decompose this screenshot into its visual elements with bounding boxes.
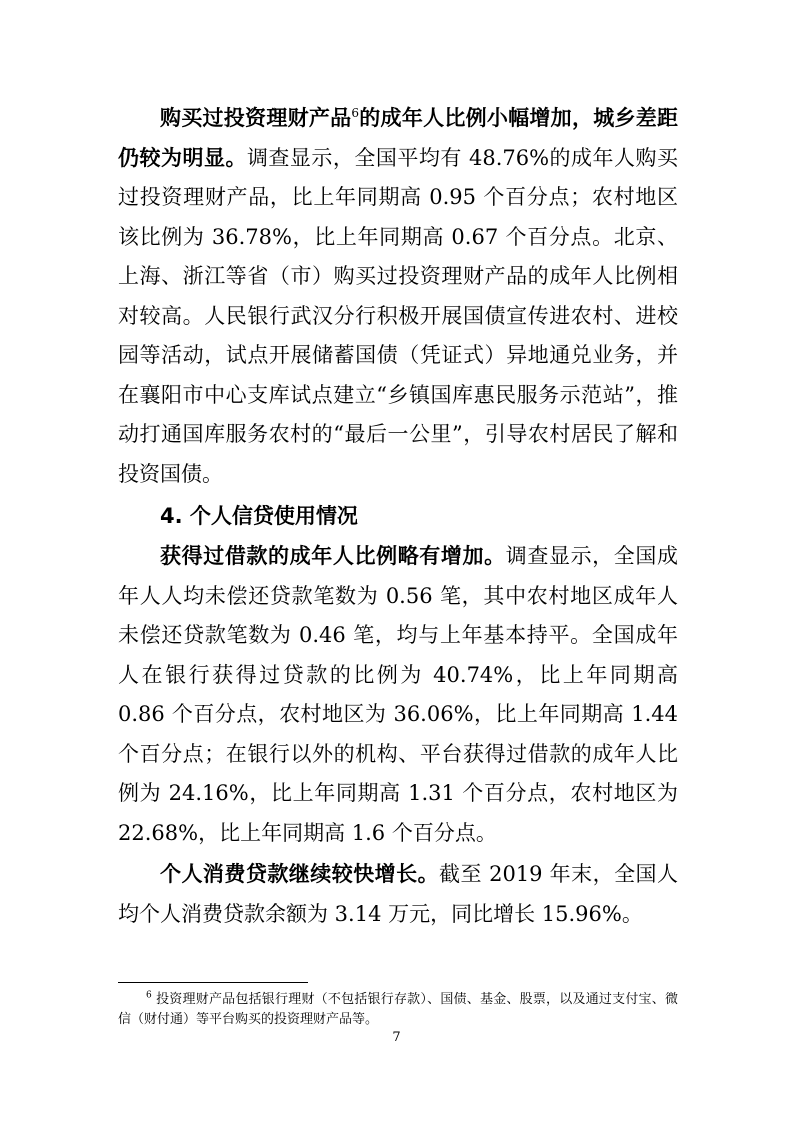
footnote-divider	[118, 982, 308, 983]
paragraph-lead-borrowing: 获得过借款的成年人比例略有增加。	[160, 544, 506, 568]
paragraph-body-consumer-loans: 截至 2019 年末，全国人均个人消费贷款余额为 3.14 万元，同比增长 15.96%。	[118, 862, 678, 926]
paragraph-lead-consumer-loans: 个人消费贷款继续较快增长。	[160, 862, 440, 886]
footnote-6	[118, 990, 678, 1030]
paragraph-lead-investment-cont: 的成年人比例小幅增加，城乡差距仍较为明显。	[118, 106, 679, 170]
paragraph-body-borrowing: 调查显示，全国成年人人均未偿还贷款笔数为 0.56 笔，其中农村地区成年人未偿还贷款笔数为 0.46 笔，均与上年基本持平。全国成年人在银行获得过贷款的比例为 40.74%，比上年同期高 0.86 个百分点，农村地区为 36.06%，比上年同期高 1.44 个百分点；在银行以外的机构、平台获得过借款的成年人比例为 24.16%，比上年同期高 1.31 个百分点，农村地区为 22.68%，比上年同期高 1.6 个百分点。	[118, 544, 679, 845]
paragraph-investment-products	[118, 99, 678, 494]
paragraph-consumer-loans	[118, 855, 678, 934]
paragraph-body-investment: 调查显示，全国平均有 48.76%的成年人购买过投资理财产品，比上年同期高 0.95 个百分点；农村地区该比例为 36.78%，比上年同期高 0.67 个百分点。北京、上海、浙江等省（市）购买过投资理财产品的成年人比例相对较高。人民银行武汉分行积极开展国债宣传进农村、进校园等活动，试点开展储蓄国债（凭证式）异地通兑业务，并在襄阳市中心支库试点建立“乡镇国库惠民服务示范站”，推动打通国库服务农村的“最后一公里”，引导农村居民了解和投资国债。	[118, 145, 678, 486]
footnote-mark: 6	[146, 990, 152, 1001]
page-number: 7	[392, 1030, 401, 1045]
paragraph-lead-investment: 购买过投资理财产品	[160, 106, 352, 130]
footnote-reference-6[interactable]: 6	[351, 106, 360, 120]
footnote-text: 投资理财产品包括银行理财（不包括银行存款）、国债、基金、股票，以及通过支付宝、微信（财付通）等平台购买的投资理财产品等。	[118, 992, 678, 1027]
section-heading-personal-credit: 4. 个人信贷使用情况	[160, 504, 358, 528]
paragraph-borrowing	[118, 537, 678, 853]
